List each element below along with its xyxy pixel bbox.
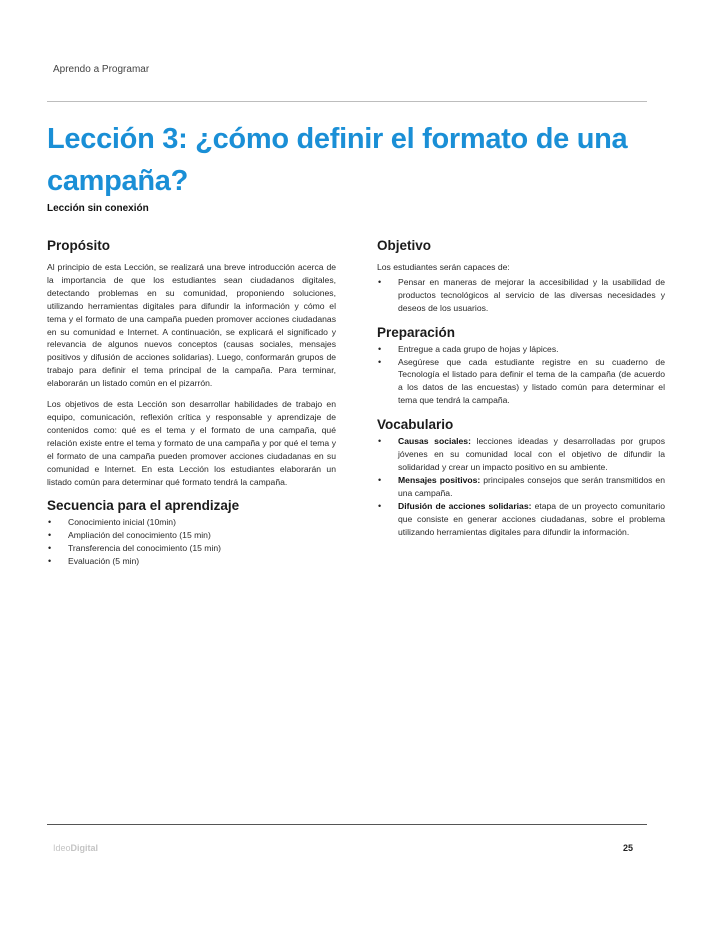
- preparacion-heading: Preparación: [377, 324, 456, 340]
- secuencia-section: [47, 498, 336, 568]
- secuencia-list: [47, 516, 336, 568]
- proposito-paragraph-2: Los objetivos de esta Lección son desarrollar habilidades de trabajo en equipo, comunicación, reflexión crítica y responsable y aprendizaje de contenidos como: qué es el tema y el formato de una campaña, qué relación existe entre el tema y formato de una campaña y por qué el tema y el formato de una campaña pueden promover acciones ciudadanas en su comunidad e Internet. En esta Lección los estudiantes elaborarán un listado común para determinar qué formato tendrá la campaña.: [47, 399, 336, 487]
- vocabulario-heading: Vocabulario: [377, 417, 454, 433]
- list-item: • Entregue a cada grupo de hojas y lápices.: [377, 343, 665, 356]
- proposito-paragraph-1: Al principio de esta Lección, se realizará una breve introducción acerca de la importancia de que los estudiantes sean ciudadanos digitales, detectando problemas en su comunidad, proponiendo soluciones, utilizando herramientas digitales para difundir la información y cómo el tema y el formato de una campaña pueden promover acciones ciudadanas en su comunidad e Internet. A continuación, se explicará el significado y relevancia de algunos nuevos conceptos (causas sociales, mensajes positivos y difusión de acciones solidarias). Luego, conformarán grupos de trabajo para definir el tema principal de la campaña. Para terminar, elaborarán un listado común en el pizarrón.: [47, 262, 336, 389]
- running-header: Aprendo a Programar: [53, 64, 150, 75]
- vocab-item: [377, 500, 665, 539]
- left-column: [47, 238, 336, 578]
- objetivo-list: [377, 276, 665, 315]
- footer-brand: [53, 843, 98, 853]
- list-item: • Asegúrese que cada estudiante registre en su cuaderno de Tecnología el listado para definir el tema de la campaña (de acuerdo a los datos de las encuestas) y listado común para determinar el tema que tendrá la campaña.: [377, 356, 665, 408]
- footer-divider: [47, 824, 647, 825]
- footer-brand-bold: Digital: [70, 843, 99, 853]
- lesson-subtitle: Lección sin conexión: [47, 203, 149, 214]
- secuencia-heading: Secuencia para el aprendizaje: [47, 498, 240, 514]
- page-number: 25: [623, 843, 634, 853]
- objetivo-heading: Objetivo: [377, 238, 432, 253]
- vocab-term: Difusión de acciones solidarias:: [398, 500, 532, 511]
- footer-brand-light: Ideo: [53, 843, 71, 853]
- vocabulario-section: [377, 417, 665, 538]
- objetivo-section: [377, 238, 665, 315]
- vocab-definition: principales consejos que serán transmitidos en una campaña.: [398, 474, 665, 498]
- list-item: • Transferencia del conocimiento (15 min): [47, 542, 336, 555]
- vocab-definition: lecciones ideadas y desarrolladas por grupos jóvenes en su comunidad local con el objetivo de difundir la solidaridad y crear un impacto positivo en su ambiente.: [398, 436, 666, 472]
- preparacion-list: [377, 343, 665, 408]
- proposito-heading: Propósito: [47, 238, 110, 253]
- vocab-term: Causas sociales:: [398, 436, 471, 447]
- objetivo-intro: Los estudiantes serán capaces de:: [377, 262, 510, 272]
- vocab-definition: etapa de un proyecto comunitario que consiste en generar acciones ciudadanas, sobre el problema utilizando herramientas digitales para difundir la información.: [398, 500, 665, 537]
- right-column: [377, 238, 665, 548]
- list-item: • Pensar en maneras de mejorar la accesibilidad y la usabilidad de productos tecnológicos al servicio de las diversas necesidades y deseos de los usuarios.: [377, 276, 665, 315]
- lesson-title: Lección 3: ¿cómo definir el formato de una campaña?: [47, 123, 628, 197]
- vocab-item: [377, 474, 665, 500]
- proposito-section: [47, 238, 336, 488]
- list-item: • Conocimiento inicial (10min): [47, 516, 336, 529]
- list-item: • Evaluación (5 min): [47, 555, 336, 568]
- list-item: • Ampliación del conocimiento (15 min): [47, 529, 336, 542]
- vocab-term: Mensajes positivos:: [398, 474, 481, 485]
- preparacion-section: [377, 325, 665, 408]
- vocab-item: [377, 435, 665, 474]
- vocabulario-list: [377, 435, 665, 538]
- header-divider: [47, 101, 647, 102]
